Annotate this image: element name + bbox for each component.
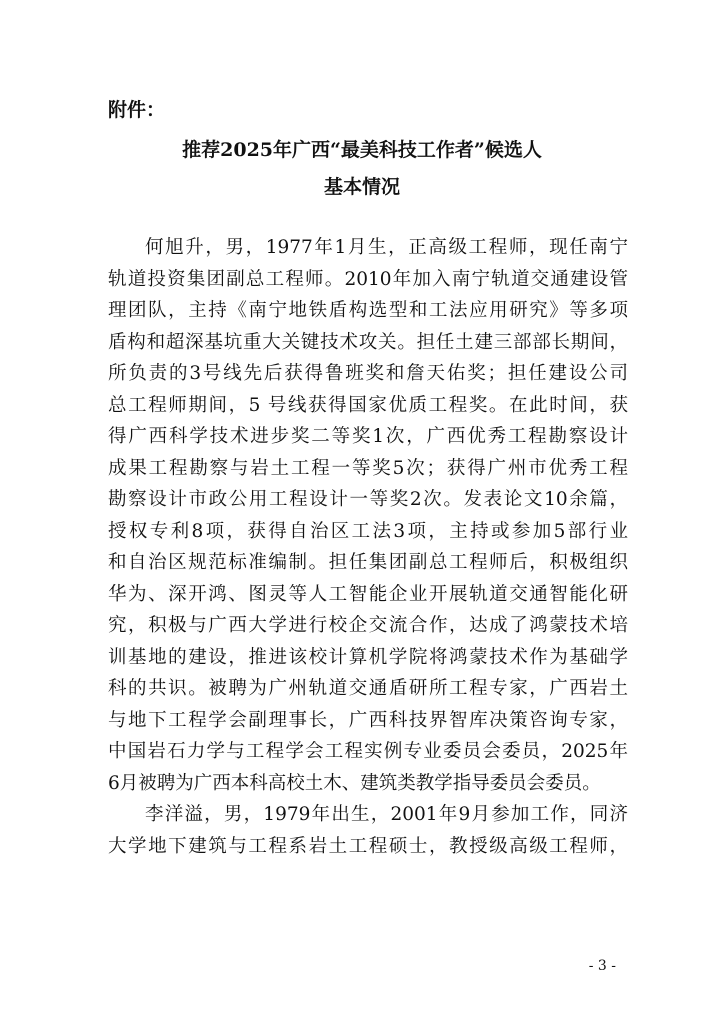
document-subtitle: 基本情况 — [323, 176, 400, 198]
body-line: 与地下工程学会副理事长，广西科技界智库决策咨询专家， — [108, 709, 628, 731]
body-line: 轨道投资集团副总工程师。2010年加入南宁轨道交通建设管 — [108, 268, 628, 290]
body-line: 中国岩石力学与工程学会工程实例专业委员会委员，2025年 — [108, 741, 628, 762]
body-line: 勘察设计市政公用工程设计一等奖2次。发表论文10余篇， — [108, 489, 628, 510]
body-line: 究，积极与广西大学进行校企交流合作，达成了鸿蒙技术培 — [108, 615, 628, 636]
body-line: 华为、深开鸿、图灵等人工智能企业开展轨道交通智能化研 — [108, 583, 628, 605]
body-line: 盾构和超深基坑重大关键技术攻关。担任土建三部部长期间， — [108, 331, 628, 353]
body-line: 所负责的3号线先后获得鲁班奖和詹天佑奖；担任建设公司 — [108, 363, 628, 384]
body-line: 训基地的建设，推进该校计算机学院将鸿蒙技术作为基础学 — [108, 646, 628, 668]
body-line: 科的共识。被聘为广州轨道交通盾研所工程专家，广西岩土 — [108, 678, 628, 699]
body-line: 何旭升，男，1977年1月生，正高级工程师，现任南宁 — [145, 237, 628, 258]
page-number: - 3 - — [588, 958, 616, 974]
body-line: 和自治区规范标准编制。担任集团副总工程师后，积极组织 — [108, 552, 628, 573]
document-title: 推荐2025年广西“最美科技工作者”候选人 — [182, 139, 542, 161]
body-line: 理团队，主持《南宁地铁盾构选型和工法应用研究》等多项 — [108, 300, 628, 321]
body-line: 总工程师期间，5 号线获得国家优质工程奖。在此时间，获 — [108, 394, 628, 416]
document-body — [108, 232, 628, 862]
body-line: 大学地下建筑与工程系岩土工程硕士，教授级高级工程师， — [108, 835, 628, 857]
body-line: 6月被聘为广西本科高校土木、建筑类教学指导委员会委员。 — [108, 772, 601, 794]
body-line: 得广西科学技术进步奖二等奖1次，广西优秀工程勘察设计 — [108, 426, 628, 447]
body-line: 李洋溢，男，1979年出生，2001年9月参加工作，同济 — [145, 804, 628, 825]
body-line: 授权专利8项，获得自治区工法3项，主持或参加5部行业 — [108, 520, 628, 542]
attachment-label: 附件： — [108, 99, 166, 121]
body-line: 成果工程勘察与岩土工程一等奖5次；获得广州市优秀工程 — [108, 457, 628, 479]
